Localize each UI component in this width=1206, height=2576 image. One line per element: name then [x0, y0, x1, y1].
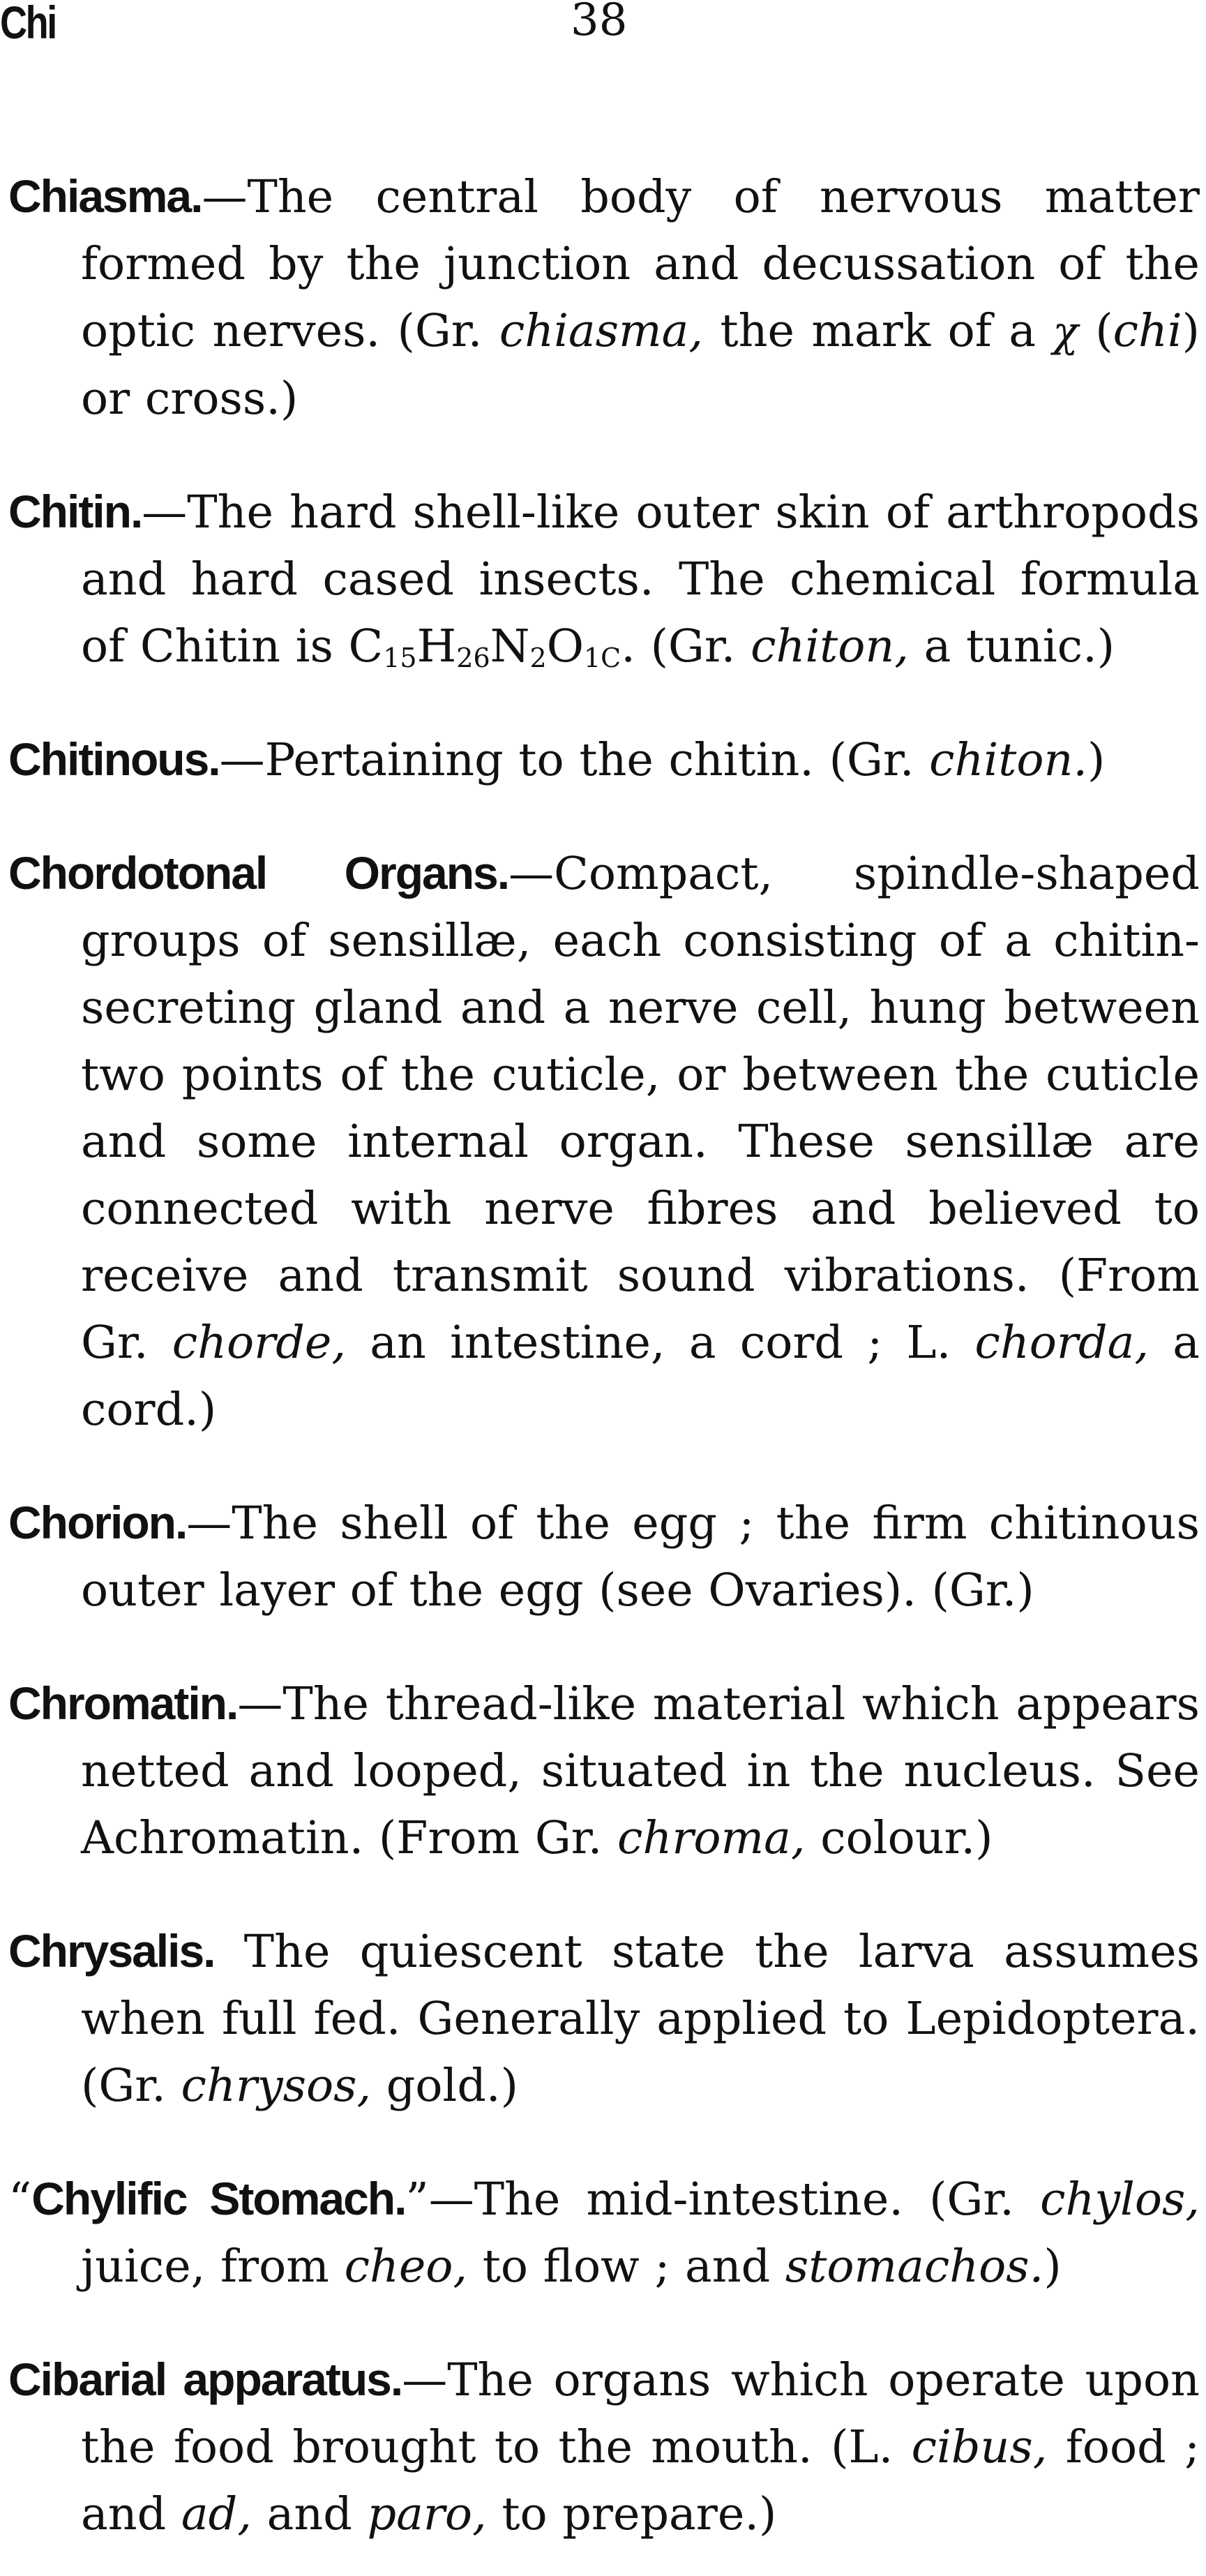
entry-text: —The shell of the egg ; the firm chitinous outer layer of the egg (see Ovaries). (Gr.): [81, 1497, 1200, 1617]
entry-text: colour.): [805, 1812, 993, 1864]
entry-text: to prepare.): [486, 2488, 777, 2540]
entry-etymology: cheo,: [344, 2240, 468, 2293]
formula-subscript: 26: [456, 643, 490, 673]
entry-text: —The thread-like material which appears netted and looped, situated in the nucleus. See Achromatin. (From Gr.: [81, 1678, 1200, 1864]
entry-etymology: chi: [1113, 305, 1182, 357]
chi-glyph: χ: [1053, 308, 1078, 357]
entry-etymology: cibus,: [911, 2421, 1048, 2473]
entry-etymology: stomachos.: [785, 2240, 1044, 2293]
entry-etymology: paro,: [367, 2488, 487, 2540]
glossary-entries: [8, 117, 1200, 2576]
entry-term: Cibarial apparatus.: [8, 2353, 402, 2405]
entry-text: —Compact, spindle-shaped groups of sensillæ, each consisting of a chitin-secreting gland and a nerve cell, hung between two points of the cuticle, or between the cuticle and some internal organ. These sensillæ are connected with nerve fibres and believed to receive and transmit sound vibrations. (From Gr.: [81, 848, 1200, 1369]
entry-etymology: ad,: [181, 2488, 252, 2540]
entry-text: a cord.): [81, 1317, 1200, 1436]
entry-term: Chrysalis.: [8, 1925, 215, 1977]
entry-text: the mark of a: [703, 305, 1053, 357]
entry-text: a tunic.): [908, 620, 1115, 673]
entry-chorion: [8, 1489, 1200, 1624]
entry-term: Chiasma.: [8, 170, 202, 222]
entry-cibarial-apparatus: [8, 2346, 1200, 2548]
entry-text: ”—The mid-intestine. (Gr.: [405, 2173, 1041, 2226]
entry-chitin: [8, 478, 1200, 680]
entry-etymology: chiton,: [751, 620, 909, 673]
entry-text: an intestine, a cord ; L.: [345, 1317, 975, 1369]
entry-etymology: chroma,: [617, 1812, 806, 1864]
entry-chordotonal-organs: [8, 839, 1200, 1444]
entry-text: ) or cross.): [81, 305, 1200, 425]
entry-text: —The organs which operate upon the food brought to the mouth. (L.: [81, 2354, 1200, 2473]
running-head: [0, 0, 1206, 63]
entry-text: ): [1043, 2240, 1062, 2293]
entry-etymology: chrysos,: [181, 2060, 372, 2112]
formula-element: H: [416, 620, 457, 673]
entry-text: (: [1078, 305, 1113, 357]
entry-text: The quiescent state the larva assumes when full fed. Generally applied to Lepidoptera. (Gr.: [81, 1926, 1200, 2112]
entry-text: ): [1087, 734, 1106, 786]
formula-subscript: 15: [383, 643, 417, 673]
entry-etymology: chorde,: [172, 1317, 346, 1369]
entry-text: food ; and: [81, 2421, 1200, 2540]
entry-etymology: chiasma,: [499, 305, 704, 357]
entry-term: Chordotonal Organs.: [8, 847, 509, 899]
entry-text: —The hard shell-like outer skin of arthropods and hard cased insects. The chemical formula of Chitin is C: [81, 486, 1200, 673]
entry-term: Chitin.: [8, 486, 142, 537]
opening-quote: “: [8, 2173, 32, 2226]
formula-element: N: [490, 620, 530, 673]
entry-text: to flow ; and: [467, 2240, 785, 2293]
formula-subscript: 2: [529, 643, 547, 673]
entry-chromatin: [8, 1670, 1200, 1872]
entry-text: gold.): [371, 2060, 518, 2112]
entry-chitinous: [8, 726, 1200, 794]
entry-term: Chromatin.: [8, 1677, 238, 1729]
formula-subscript: 1C: [583, 643, 621, 673]
entry-term: Chylific Stomach.: [31, 2173, 406, 2224]
entry-text: juice, from: [81, 2240, 345, 2293]
entry-text: . (Gr.: [621, 620, 751, 673]
entry-chylific-stomach: [8, 2165, 1200, 2300]
entry-etymology: chylos,: [1040, 2173, 1200, 2226]
page-number: 38: [571, 0, 628, 46]
entry-text: —Pertaining to the chitin. (Gr.: [219, 734, 930, 786]
running-head-word: Chi: [0, 0, 56, 48]
entry-etymology: chorda,: [974, 1317, 1149, 1369]
entry-chrysalis: [8, 1917, 1200, 2120]
entry-term: Chorion.: [8, 1497, 187, 1548]
entry-etymology: chiton.: [929, 734, 1087, 786]
entry-text: —The central body of nervous matter formed by the junction and decussation of the optic nerves. (Gr.: [81, 171, 1200, 357]
formula-element: O: [546, 620, 584, 673]
entry-term: Chitinous.: [8, 733, 220, 785]
entry-text: and: [251, 2488, 368, 2540]
entry-chiasma: [8, 163, 1200, 433]
